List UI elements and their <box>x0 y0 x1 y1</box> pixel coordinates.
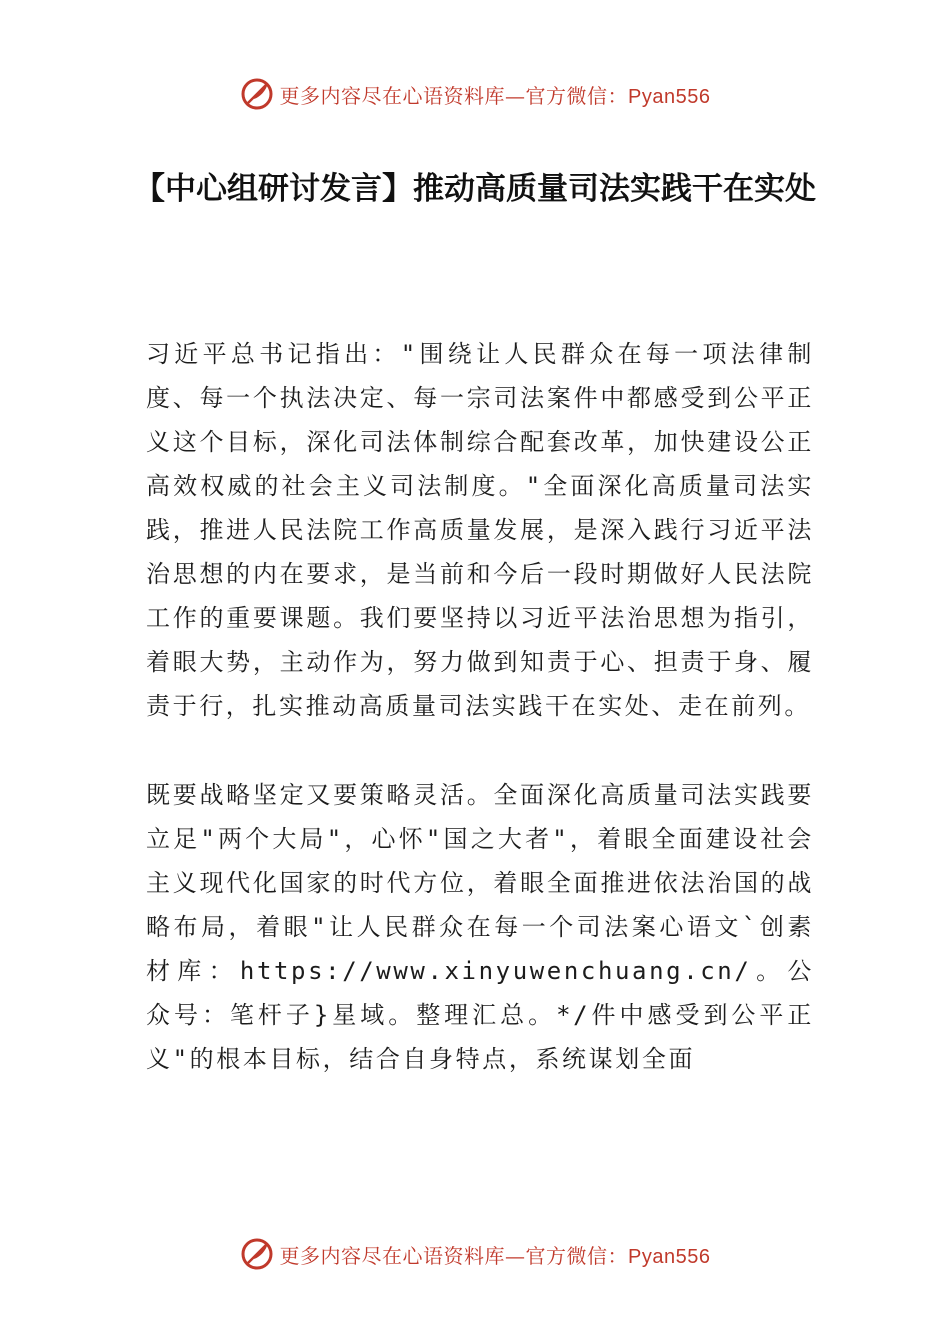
paragraph-2: 既要战略坚定又要策略灵活。全面深化高质量司法实践要立足"两个大局"，心怀"国之大者"，着眼全面建设社会主义现代化国家的时代方位，着眼全面推进依法治国的战略布局，着眼"让人民群众在每一个司法案心语文`创素材库：https://www.xinyuwenchuang.cn/。公众号：笔杆子}星域。整理汇总。*/件中感受到公平正义"的根本目标，结合自身特点，系统谋划全面 <box>146 781 814 1073</box>
header-banner-wechat-label: 官方微信： <box>525 83 629 108</box>
quill-logo-icon <box>240 77 274 111</box>
header-banner-slogan: 更多内容尽在心语资料库 <box>279 83 506 108</box>
footer-banner-wechat-id: Pyan556 <box>628 1245 711 1268</box>
footer-banner-dash: — <box>505 1243 526 1268</box>
header-banner-dash: — <box>505 83 526 108</box>
document-title: 【中心组研讨发言】推动高质量司法实践干在实处 <box>134 171 816 207</box>
header-banner-text <box>280 80 711 109</box>
footer-banner-text <box>280 1240 711 1269</box>
document-body <box>146 332 814 1126</box>
header-banner <box>0 72 950 116</box>
paragraph-1: 习近平总书记指出："围绕让人民群众在每一项法律制度、每一个执法决定、每一宗司法案件中都感受到公平正义这个目标，深化司法体制综合配套改革，加快建设公正高效权威的社会主义司法制度。"全面深化高质量司法实践，推进人民法院工作高质量发展，是深入践行习近平法治思想的内在要求，是当前和今后一段时期做好人民法院工作的重要课题。我们要坚持以习近平法治思想为指引，着眼大势，主动作为，努力做到知责于心、担责于身、履责于行，扎实推动高质量司法实践干在实处、走在前列。 <box>146 340 814 720</box>
footer-banner-wechat-label: 官方微信： <box>525 1243 629 1268</box>
footer-banner-slogan: 更多内容尽在心语资料库 <box>279 1243 506 1268</box>
footer-banner <box>0 1232 950 1276</box>
header-banner-wechat-id: Pyan556 <box>628 85 711 108</box>
quill-logo-icon <box>240 1237 274 1271</box>
